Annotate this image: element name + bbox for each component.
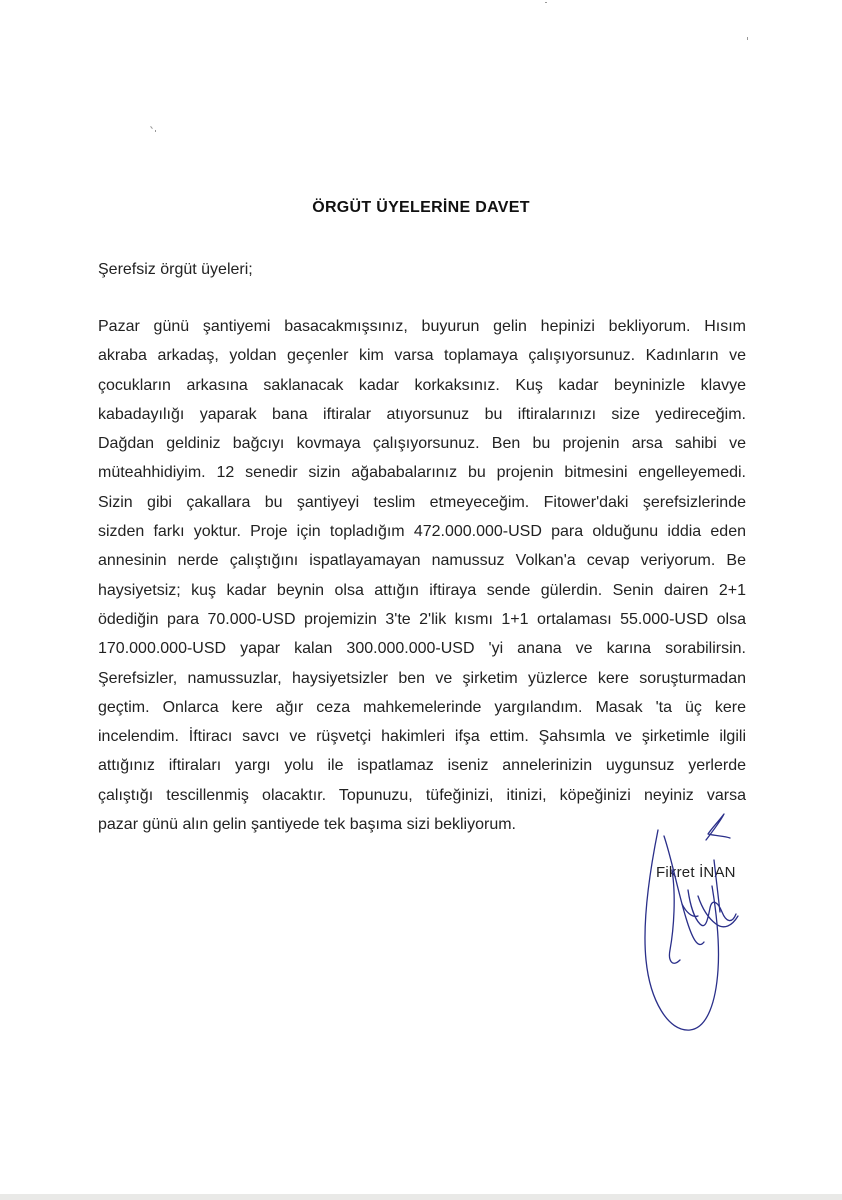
scan-speck <box>150 126 153 129</box>
body-line: 170.000.000-USD yapar kalan 300.000.000-USD 'yi anana ve karına sorabilirsin. <box>98 640 746 658</box>
body-line: attığınız iftiraları yargı yolu ile ispatlamaz iseniz annelerinizin uygunsuz yerlerde <box>98 757 746 775</box>
document-title: ÖRGÜT ÜYELERİNE DAVET <box>312 199 530 216</box>
body-line: sizden farkı yoktur. Proje için topladığım 472.000.000-USD para olduğunu iddia eden <box>98 523 746 541</box>
scan-speck <box>545 2 547 3</box>
body-line: Sizin gibi çakallara bu şantiyeyi teslim etmeyeceğim. Fitower'daki şerefsizlerinde <box>98 493 746 511</box>
body-line: pazar günü alın gelin şantiyede tek başıma sizi bekliyorum. <box>98 816 516 834</box>
body-line: haysiyetsiz; kuş kadar beynin olsa attığın iftiraya sende gülerdin. Senin dairen 2+1 <box>98 581 746 599</box>
signer-name: Fikret İNAN <box>656 864 736 881</box>
body-line: akraba arkadaş, yoldan geçenler kim varsa toplamaya çalışıyorsunuz. Kadınların ve <box>98 347 746 365</box>
body-line: çocukların arkasına saklanacak kadar korkaksınız. Kuş kadar beyninizle klavye <box>98 376 746 394</box>
salutation: Şerefsiz örgüt üyeleri; <box>98 261 253 278</box>
handwritten-signature <box>628 800 768 1040</box>
page-bottom-edge <box>0 1194 842 1200</box>
body-line: geçtim. Onlarca kere ağır ceza mahkemelerinde yargılandım. Masak 'ta üç kere <box>98 698 746 716</box>
body-line: Pazar günü şantiyemi basacakmışsınız, buyurun gelin hepinizi bekliyorum. Hısım <box>98 318 746 335</box>
body-line: Dağdan geldiniz bağcıyı kovmaya çalışıyorsunuz. Ben bu projenin arsa sahibi ve <box>98 435 746 453</box>
body-line: müteahhidiyim. 12 senedir sizin ağababalarınız bu projenin bitmesini engelleyemedi. <box>98 464 746 482</box>
letter-body <box>98 312 746 839</box>
scan-speck <box>747 37 748 40</box>
body-line: ödediğin para 70.000-USD projemizin 3'te 2'lik kısmı 1+1 ortalaması 55.000-USD olsa <box>98 610 746 628</box>
body-line: incelendim. İftiracı savcı ve rüşvetçi hakimleri ifşa ettim. Şahsımla ve şirketimle ilgili <box>98 728 746 746</box>
body-line: annesinin nerde çalıştığını ispatlayamayan namussuz Volkan'a cevap veriyorum. Be <box>98 552 746 570</box>
body-line: çalıştığı tescillenmiş olacaktır. Topunuzu, tüfeğinizi, itinizi, köpeğinizi neyiniz varsa <box>98 786 746 804</box>
scan-speck <box>155 130 156 132</box>
body-line: kabadayılığı yaparak bana iftiralar atıyorsunuz bu iftiralarınızı size yedireceğim. <box>98 405 746 423</box>
body-line: Şerefsizler, namussuzlar, haysiyetsizler ben ve şirketim yüzlerce kere soruşturmadan <box>98 669 746 687</box>
